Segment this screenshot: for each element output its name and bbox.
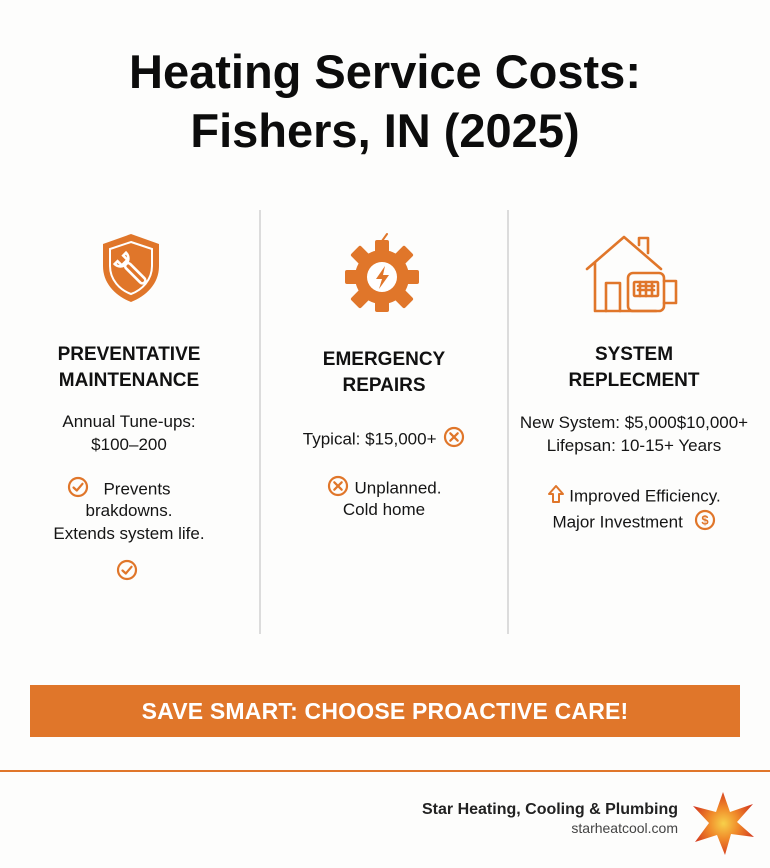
arrow-up-icon: [547, 484, 565, 510]
preventative-maintenance-column: [0, 225, 258, 625]
system-replacement-column: [509, 225, 759, 625]
page-title: [0, 42, 770, 160]
svg-text:$: $: [700, 512, 709, 528]
preventative-heading-line-2: MAINTENANCE: [58, 370, 200, 391]
emergency-repairs-column: [261, 225, 507, 625]
emergency-heading-line-2: REPAIRS: [342, 375, 426, 396]
replacement-heading-line-1: SYSTEM: [594, 344, 674, 365]
emergency-heading: [261, 347, 507, 399]
preventative-heading-line-1: PREVENTATIVE: [57, 344, 201, 365]
emergency-cost-text: Typical: $15,000+: [302, 429, 437, 449]
brand-url[interactable]: starheatcool.com: [571, 820, 678, 836]
preventative-benefit-text-1: Prevents: [103, 479, 171, 499]
check-circle-icon: [116, 559, 138, 586]
star-logo-icon: [690, 790, 756, 861]
dollar-circle-icon: [694, 509, 716, 537]
replacement-heading-line-2: REPLECMENT: [568, 370, 700, 391]
title-line-1: Heating Service Costs:: [129, 45, 641, 98]
replacement-note-text-1: Improved Efficiency.: [569, 486, 721, 506]
emergency-cost: [261, 426, 507, 454]
cta-banner: SAVE SMART: CHOOSE PROACTIVE CARE!: [30, 685, 740, 737]
replacement-cost: New System: $5,000$10,000+: [519, 413, 749, 432]
replacement-note-text-2: Major Investment: [552, 512, 683, 532]
preventative-cost-value: $100–200: [91, 435, 167, 454]
preventative-benefit-2: brakdowns.: [85, 501, 173, 520]
replacement-note-1: [509, 484, 759, 510]
preventative-heading: [0, 342, 258, 394]
house-furnace-icon: [584, 233, 680, 320]
preventative-cost-label: Annual Tune-ups:: [62, 412, 196, 431]
gear-lightning-icon: [341, 232, 423, 319]
shield-wrench-icon: [99, 232, 163, 309]
x-circle-icon: [443, 426, 465, 454]
title-line-2: Fishers, IN (2025): [190, 104, 580, 157]
replacement-heading: [509, 342, 759, 394]
replacement-lifespan: Lifepsan: 10-15+ Years: [546, 436, 722, 455]
emergency-drawback-2: Cold home: [342, 500, 426, 519]
preventative-benefit-3: Extends system life.: [53, 524, 205, 543]
brand-name: Star Heating, Cooling & Plumbing: [422, 801, 678, 818]
emergency-drawback-text-1: Unplanned.: [354, 478, 442, 498]
footer-divider: [0, 770, 770, 772]
emergency-heading-line-1: EMERGENCY: [322, 349, 446, 370]
replacement-note-2: [509, 509, 759, 537]
